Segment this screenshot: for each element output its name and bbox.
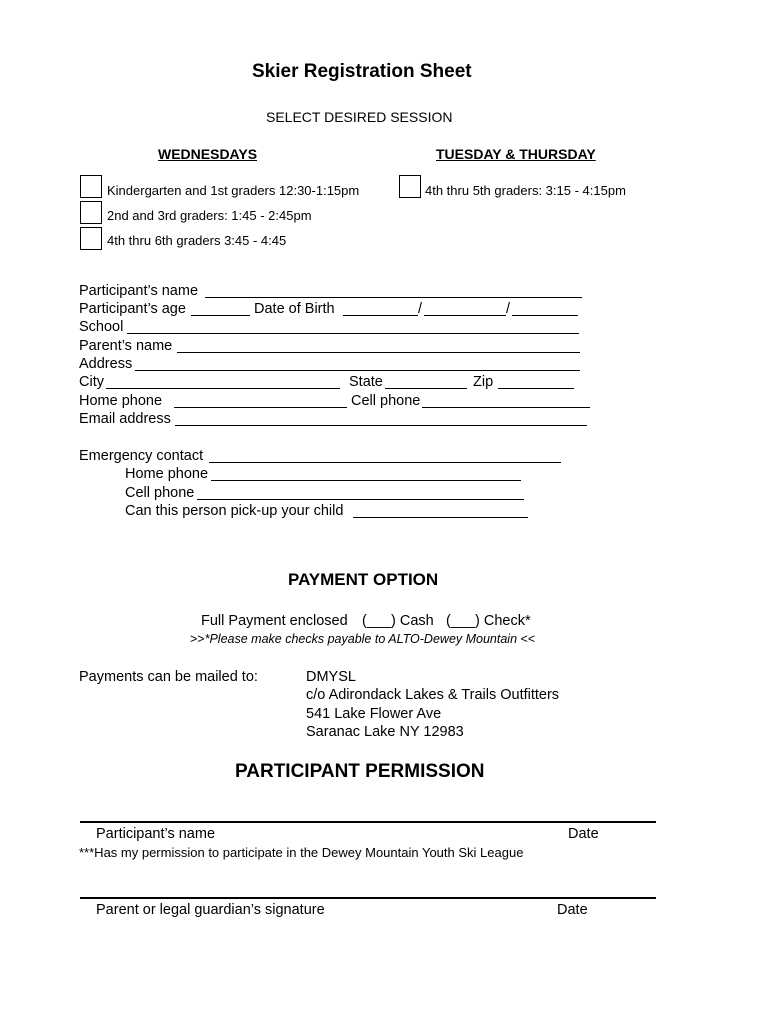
- session-checkbox-4-5[interactable]: [399, 175, 421, 198]
- zip-label: Zip: [473, 374, 494, 390]
- home-phone-label: Home phone: [79, 393, 163, 409]
- note-suffix: <<: [520, 632, 536, 646]
- select-session-heading: SELECT DESIRED SESSION: [266, 109, 453, 125]
- session-option-label: 2nd and 3rd graders: 1:45 - 2:45pm: [107, 208, 312, 223]
- emergency-contact-label: Emergency contact: [79, 448, 204, 464]
- mail-line: c/o Adirondack Lakes & Trails Outfitters: [306, 687, 560, 703]
- dob-day-field[interactable]: [424, 315, 506, 316]
- mail-line: Saranac Lake NY 12983: [306, 724, 464, 740]
- session-checkbox-4-6[interactable]: [80, 227, 102, 250]
- note-text: *Please make checks payable to ALTO-Dewey Mountain: [204, 632, 518, 646]
- session-option-label: 4th thru 5th graders: 3:15 - 4:15pm: [425, 183, 626, 198]
- emergency-contact-field[interactable]: [209, 462, 561, 463]
- cash-option[interactable]: (___) Cash: [362, 613, 434, 629]
- cell-phone-label: Cell phone: [351, 393, 421, 409]
- participant-age-field[interactable]: [191, 315, 250, 316]
- state-label: State: [349, 374, 383, 390]
- ec-home-phone-label: Home phone: [125, 466, 209, 482]
- participant-age-label: Participant’s age: [79, 301, 186, 317]
- session-checkbox-k-1[interactable]: [80, 175, 102, 198]
- guardian-signature-label: Parent or legal guardian’s signature: [96, 902, 325, 918]
- parent-name-label: Parent’s name: [79, 338, 173, 354]
- full-payment-label: Full Payment enclosed: [201, 613, 348, 629]
- participant-name-field[interactable]: [205, 297, 582, 298]
- ec-cell-phone-field[interactable]: [197, 499, 524, 500]
- email-field[interactable]: [175, 425, 587, 426]
- guardian-signature-line[interactable]: [80, 897, 656, 899]
- email-label: Email address: [79, 411, 171, 427]
- note-prefix: >>: [190, 632, 205, 646]
- guardian-date-label: Date: [557, 902, 588, 918]
- participant-name-label: Participant’s name: [79, 283, 199, 299]
- dob-slash: /: [506, 301, 511, 317]
- city-label: City: [79, 374, 104, 390]
- check-option[interactable]: (___) Check*: [446, 613, 531, 629]
- session-checkbox-2-3[interactable]: [80, 201, 102, 224]
- ec-cell-phone-label: Cell phone: [125, 485, 195, 501]
- ec-pickup-label: Can this person pick-up your child: [125, 503, 344, 519]
- mail-line: DMYSL: [306, 669, 356, 685]
- dob-year-field[interactable]: [512, 315, 578, 316]
- ec-home-phone-field[interactable]: [211, 480, 521, 481]
- school-field[interactable]: [127, 333, 579, 334]
- mail-label: Payments can be mailed to:: [79, 669, 258, 685]
- dob-label: Date of Birth: [254, 301, 335, 317]
- state-field[interactable]: [385, 388, 467, 389]
- dob-month-field[interactable]: [343, 315, 418, 316]
- page-title: Skier Registration Sheet: [252, 61, 472, 82]
- address-field[interactable]: [135, 370, 580, 371]
- cell-phone-field[interactable]: [422, 407, 590, 408]
- home-phone-field[interactable]: [174, 407, 347, 408]
- permission-heading: PARTICIPANT PERMISSION: [235, 761, 485, 782]
- check-note: [190, 632, 535, 646]
- session-option-label: 4th thru 6th graders 3:45 - 4:45: [107, 233, 287, 248]
- mail-line: 541 Lake Flower Ave: [306, 706, 442, 722]
- zip-field[interactable]: [498, 388, 574, 389]
- permission-statement: ***Has my permission to participate in the Dewey Mountain Youth Ski League: [79, 845, 524, 860]
- participant-signature-line[interactable]: [80, 821, 656, 823]
- ec-pickup-field[interactable]: [353, 517, 528, 518]
- wednesdays-heading: WEDNESDAYS: [158, 146, 258, 162]
- dob-slash: /: [418, 301, 423, 317]
- tue-thu-heading: TUESDAY & THURSDAY: [436, 146, 596, 162]
- permission-date-label: Date: [568, 826, 599, 842]
- parent-name-field[interactable]: [177, 352, 580, 353]
- city-field[interactable]: [106, 388, 340, 389]
- school-label: School: [79, 319, 124, 335]
- payment-heading: PAYMENT OPTION: [288, 570, 439, 589]
- session-option-label: Kindergarten and 1st graders 12:30-1:15pm: [107, 183, 360, 198]
- address-label: Address: [79, 356, 133, 372]
- permission-participant-name-label: Participant’s name: [96, 826, 216, 842]
